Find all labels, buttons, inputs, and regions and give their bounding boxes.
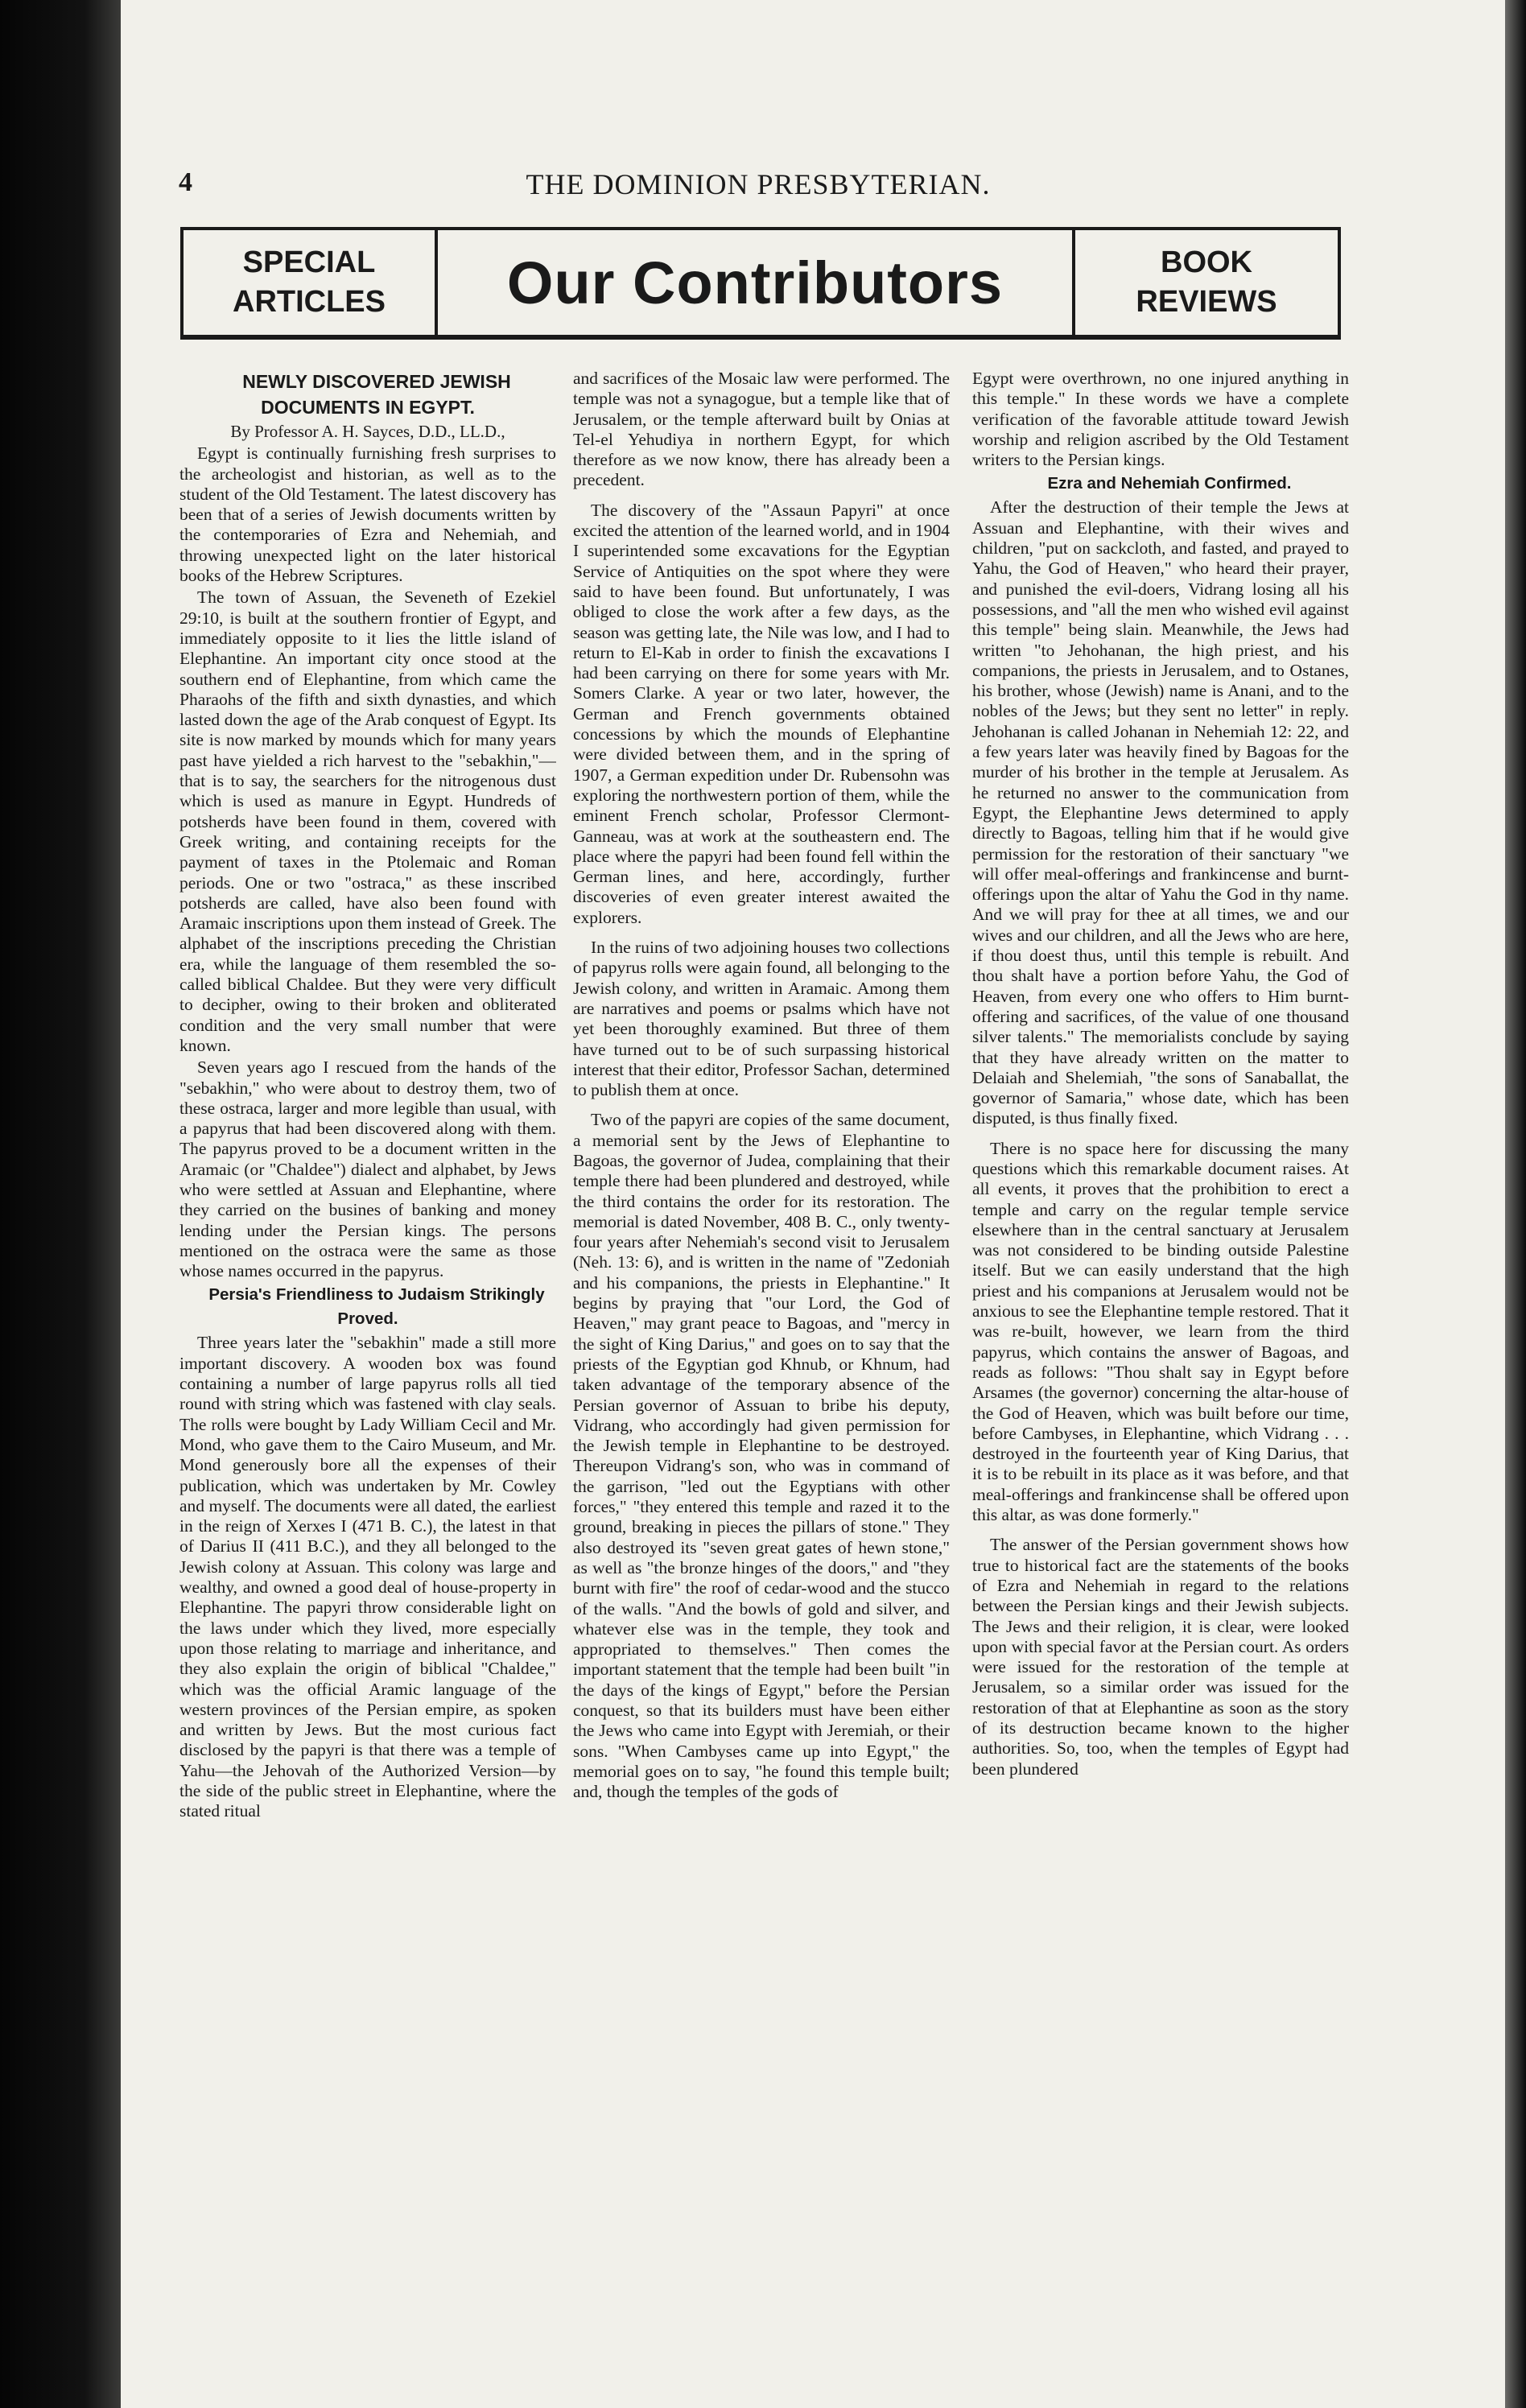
book-reviews-box <box>1072 230 1338 335</box>
scan-left-edge <box>0 0 121 2408</box>
paragraph: The discovery of the "Assaun Papyri" at once excited the attention of the learned world, and in 1904 I superintended some excavations for the Egyptian Service of Antiquities on the spot where they were said to have been found. But unfortunately, I was obliged to close the work after a few days, as the season was getting late, the Nile was low, and I had to return to El-Kab in order to finish the excavations I had been carrying on there for some years with Mr. Somers Clarke. A year or two later, however, the German and French governments obtained concessions by which the mounds of Elephantine were divided between them, and in the spring of 1907, a German expedition under Dr. Rubensohn was exploring the northwestern portion of them, while the eminent French scholar, Professor Clermont-Ganneau, was at work at the southeastern end. The place where the papyri had been found fell within the German lines, and here, accordingly, further discoveries of even greater interest awaited the explorers. <box>573 500 950 927</box>
page-number: 4 <box>179 167 192 197</box>
article-headline: NEWLY DISCOVERED JEWISH DOCUMENTS IN EGYPT. <box>242 371 511 418</box>
paragraph: There is no space here for discussing the many questions which this remarkable document raises. At all events, it proves that the prohibition to erect a temple and carry on the regular temple service elsewhere than in the central sanctuary at Jerusalem was not considered to be binding outside Palestine itself. But we can easily understand that the high priest and his companions at Jerusalem would not be anxious to see the Elephantine temple restored. That it was re-built, however, we learn from the third papyrus, which contains the answer of Bagoas, and reads as follows: "Thou shalt say in Egypt before Arsames (the governor) concerning the altar-house of the God of Heaven, which was built before our time, before Cambyses, in Elephantine, which Vidrang . . . destroyed in the fourteenth year of King Darius, that it is to be rebuilt in its place as it was before, and that meal-offerings and frankincense shall be offered upon this altar, as was done formerly." <box>972 1138 1349 1525</box>
reviews-label: REVIEWS <box>1136 285 1277 319</box>
subheading: Ezra and Nehemiah Confirmed. <box>1047 474 1292 493</box>
book-label: BOOK <box>1161 245 1252 279</box>
articles-label: ARTICLES <box>233 285 386 319</box>
section-banner <box>180 227 1341 340</box>
paragraph: The answer of the Persian government shows how true to historical fact are the statements of the books of Ezra and Nehemiah in regard to the relations between the Persian kings and their Jewish subjects. The Jews and their religion, it is clear, were looked upon with special favor at the Persian court. As orders were issued for the restoration of the temple at Jerusalem, so a similar order was issued for the restoration of that at Elephantine as soon as the story of its destruction became known to the higher authorities. So, too, when the temples of Egypt had been plundered <box>972 1535 1349 1779</box>
special-label: SPECIAL <box>242 245 376 279</box>
subheading: Persia's Friendliness to Judaism Strikingly Proved. <box>208 1285 545 1329</box>
special-articles-box <box>184 230 438 335</box>
article-column-3 <box>972 369 1349 2373</box>
paragraph: Seven years ago I rescued from the hands of the "sebakhin," who were about to destroy them, two of these ostraca, larger and more legible than usual, with a papyrus that had been discovered along with them. The papyrus proved to be a document written in the Aramaic (or "Chaldee") dialect and alphabet, by Jews who were settled at Assuan and Elephantine, where they carried on the busines of banking and money lending under the Persian kings. The persons mentioned on the ostraca were the same as those whose names occurred in the papyrus. <box>179 1058 556 1281</box>
scan-right-edge <box>1505 0 1526 2408</box>
article-column-1 <box>179 369 556 2373</box>
paragraph: Two of the papyri are copies of the same document, a memorial sent by the Jews of Elephantine to Bagoas, the governor of Judea, complaining that their temple there had been plundered and destroyed, while the third contains the order for its restoration. The memorial is dated November, 408 B. C., only twenty-four years after Nehemiah's second visit to Jerusalem (Neh. 13: 6), and is written in the name of "Zedoniah and his companions, the priests in Elephantine." It begins by praying that "our Lord, the God of Heaven," may grant peace to Bagoas, and "mercy in the sight of King Darius," and goes on to say that the priests of the Egyptian god Khnub, or Khnum, had taken advantage of the temporary absence of the Persian governor of Assuan to bribe his deputy, Vidrang, who accordingly had given permission for the Jewish temple in Elephantine to be destroyed. Thereupon Vidrang's son, who was in command of the garrison, "led out the Egyptians with other forces," "they entered this temple and razed it to the ground, breaking in pieces the pillars of stone." They also destroyed its "seven great gates of hewn stone," as well as "the bronze hinges of the doors," and "they burnt with fire" the roof of cedar-wood and the stucco of the walls. "And the bowls of gold and silver, and whatever else was in the temple, they took and appropriated to themselves." Then comes the important statement that the temple had been built "in the days of the kings of Egypt," before the Persian conquest, so that its builders must have been either the Jews who came into Egypt with Jeremiah, or their sons. "When Cambyses came up into Egypt," the memorial goes on to say, "he found this temple built; and, though the temples of the gods of <box>573 1110 950 1802</box>
article-column-2 <box>573 369 950 2373</box>
paragraph: Three years later the "sebakhin" made a still more important discovery. A wooden box was found containing a number of large papyrus rolls all tied round with string which was fastened with clay seals. The rolls were bought by Lady William Cecil and Mr. Mond, who gave them to the Cairo Museum, and Mr. Mond generously bore all the expenses of their publication, which was undertaken by Mr. Cowley and myself. The documents were all dated, the earliest in the reign of Xerxes I (471 B. C.), the latest in that of Darius II (411 B.C.), and they all belonged to the Jewish colony at Assuan. This colony was large and wealthy, and owned a good deal of house-property in Elephantine. The papyri throw considerable light on the laws under which they lived, more especially upon those relating to marriage and inheritance, and they also explain the origin of biblical "Chaldee," which was the official Aramic language of the western provinces of the Persian empire, as spoken and written by Jews. But the most curious fact disclosed by the papyri is that there was a temple of Yahu—the Jehovah of the Authorized Version—by the side of the public street in Elephantine, where the stated ritual <box>179 1333 556 1821</box>
paragraph: and sacrifices of the Mosaic law were performed. The temple was not a synagogue, but a temple like that of Jerusalem, or the temple afterward built by Onias at Tel-el Yehudiya in northern Egypt, for which therefore as we now know, there has already been a precedent. <box>573 369 950 490</box>
paragraph: Egypt is continually furnishing fresh surprises to the archeologist and historian, as well as to the student of the Old Testament. The latest discovery has been that of a series of Jewish documents written by the contemporaries of Ezra and Nehemiah, and throwing unexpected light on the later historical books of the Hebrew Scriptures. <box>179 443 556 586</box>
paragraph: After the destruction of their temple the Jews at Assuan and Elephantine, with their wives and children, "put on sackcloth, and fasted, and prayed to Yahu, the God of Heaven," who heard their prayer, and punished the evil-doers, Vidrang losing all his possessions, and "all the men who wished evil against this temple" being slain. Meanwhile, the Jews had written "to Jehohanan, the high priest, and his companions, the priests in Jerusalem, and to Ostanes, his brother, whose (Jewish) name is Anani, and to the nobles of the Jews; but they sent no letter" in reply. Jehohanan is called Johanan in Nehemiah 12: 22, and a few years later was heavily fined by Bagoas for the murder of his brother in the temple at Jerusalem. As he returned no answer to the communication from Egypt, the Elephantine Jews determined to apply directly to Bagoas, telling him that if he would give permission for the restoration of their sanctuary "we will offer meal-offerings and frankincense and burnt-offerings upon the altar of Yahu the God in thy name. And we will pray for thee at all times, we and our wives and our children, and all the Jews who are here, if thou doest thus, until this temple is rebuilt. And thou shalt have a portion before Yahu, the God of Heaven, from every one who offers to Him burnt-offering and sacrifices, of the value of one thousand silver talents." The memorialists conclude by saying that they have already written on the matter to Delaiah and Shelemiah, "the sons of Sanaballat, the governor of Samaria," whose date, which has been disputed, is thus finally fixed. <box>972 497 1349 1128</box>
section-title: Our Contributors <box>506 249 1004 316</box>
paragraph: In the ruins of two adjoining houses two collections of papyrus rolls were again found, all belonging to the Jewish colony, and written in Aramaic. Among them are narratives and poems or psalms which have not yet been thoroughly examined. But three of them have turned out to be of such surpassing historical interest that their editor, Professor Sachan, determined to publish them at once. <box>573 938 950 1100</box>
paragraph: Egypt were overthrown, no one injured anything in this temple." In these words we have a complete verification of the favorable attitude toward Jewish worship and religion ascribed by the Old Testament writers to the Persian kings. <box>972 369 1349 470</box>
running-head <box>179 167 1338 200</box>
journal-title: THE DOMINION PRESBYTERIAN. <box>526 168 991 200</box>
article-byline: By Professor A. H. Sayces, D.D., LL.D., <box>230 422 505 441</box>
paragraph: The town of Assuan, the Seveneth of Ezekiel 29:10, is built at the southern frontier of Egypt, and immediately opposite to it lies the little island of Elephantine. An important city once stood at the southern end of Elephantine, from which came the Pharaohs of the fifth and sixth dynasties, and which lasted down the age of the Arab conquest of Egypt. Its site is now marked by mounds which for many years past have yielded a rich harvest to the "sebakhin,"—that is to say, the searchers for the nitrogenous dust which is used as manure in Egypt. Hundreds of potsherds have been found in them, covered with Greek writing, and containing receipts for the payment of taxes in the Ptolemaic and Roman periods. One or two "ostraca," as these inscribed potsherds are called, have also been found with Aramaic inscriptions upon them instead of Greek. The alphabet of the inscriptions preceding the Christian era, while the language of them resembled the so-called biblical Chaldee. But they were very difficult to decipher, owing to their broken and obliterated condition and the very small number that were known. <box>179 588 556 1055</box>
